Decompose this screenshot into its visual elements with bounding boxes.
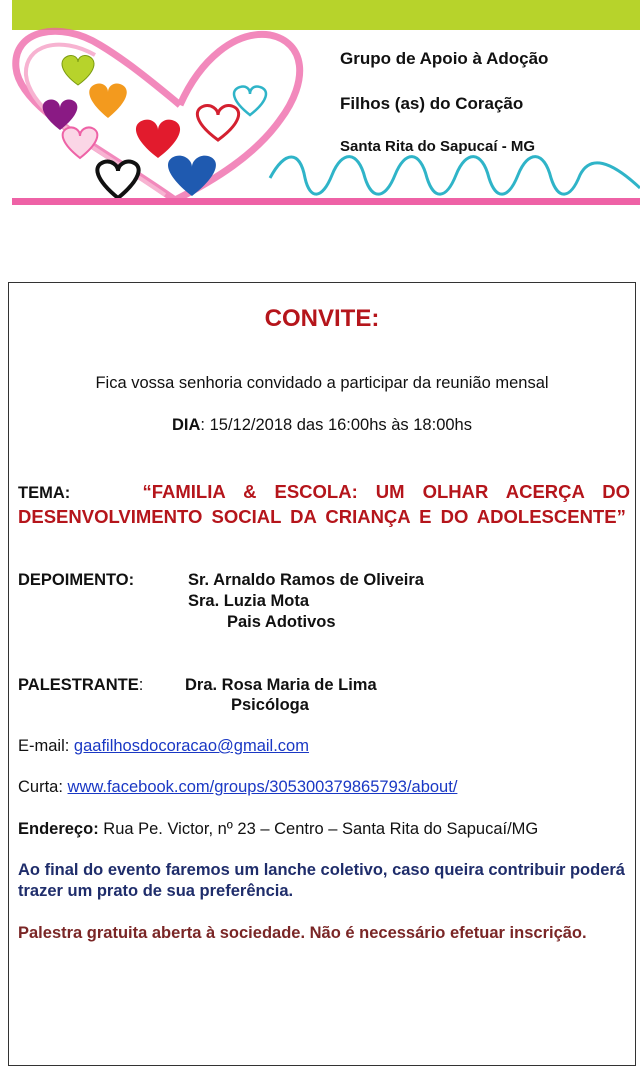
header-banner bbox=[0, 0, 640, 215]
group-subtitle: Filhos (as) do Coração bbox=[340, 94, 524, 113]
hearts-artwork bbox=[0, 0, 640, 215]
depoimento-name-1: Sr. Arnaldo Ramos de Oliveira bbox=[188, 571, 424, 589]
group-location: Santa Rita do Sapucaí - MG bbox=[340, 138, 536, 155]
email-label: E-mail: bbox=[18, 737, 74, 755]
invite-date bbox=[9, 416, 635, 435]
facebook-link[interactable]: www.facebook.com/groups/305300379865793/about/ bbox=[67, 778, 458, 796]
address-value: Rua Pe. Victor, nº 23 – Centro – Santa Rita do Sapucaí/MG bbox=[98, 820, 539, 838]
curta-row bbox=[18, 778, 457, 797]
depoimento-name-2: Sra. Luzia Mota bbox=[188, 592, 310, 610]
theme-label: TEMA: bbox=[18, 484, 71, 502]
date-label: DIA bbox=[172, 416, 201, 434]
free-lecture-note: Palestra gratuita aberta à sociedade. Não é necessário efetuar inscrição. bbox=[18, 924, 587, 942]
invite-title: CONVITE: bbox=[264, 305, 380, 332]
palestrante-role: Psicóloga bbox=[231, 696, 309, 714]
palestrante-label: PALESTRANTE: bbox=[18, 676, 144, 694]
address-label: Endereço: bbox=[18, 820, 99, 838]
group-name: Grupo de Apoio à Adoção bbox=[340, 49, 549, 68]
snack-note: Ao final do evento faremos um lanche coletivo, caso queira contribuir poderá trazer um prato de sua preferência. bbox=[18, 861, 625, 900]
depoimento-label: DEPOIMENTO: bbox=[18, 571, 135, 589]
banner-pink-stripe bbox=[12, 198, 640, 205]
email-row bbox=[18, 737, 309, 756]
theme-text: “FAMILIA & ESCOLA: UM OLHAR ACERÇA DO DESENVOLVIMENTO SOCIAL DA CRIANÇA E DO ADOLESCENTE” bbox=[18, 481, 631, 527]
invite-intro: Fica vossa senhoria convidado a participar da reunião mensal bbox=[95, 374, 549, 392]
email-link[interactable]: gaafilhosdocoracao@gmail.com bbox=[73, 737, 309, 755]
date-value: : 15/12/2018 das 16:00hs às 18:00hs bbox=[200, 416, 472, 434]
address-row bbox=[18, 820, 538, 839]
invite-theme bbox=[18, 480, 630, 528]
palestrante-name: Dra. Rosa Maria de Lima bbox=[185, 676, 377, 694]
depoimento-role: Pais Adotivos bbox=[227, 613, 336, 631]
curta-label: Curta: bbox=[18, 778, 68, 796]
small-hearts bbox=[43, 55, 266, 198]
invite-box bbox=[8, 282, 636, 1066]
